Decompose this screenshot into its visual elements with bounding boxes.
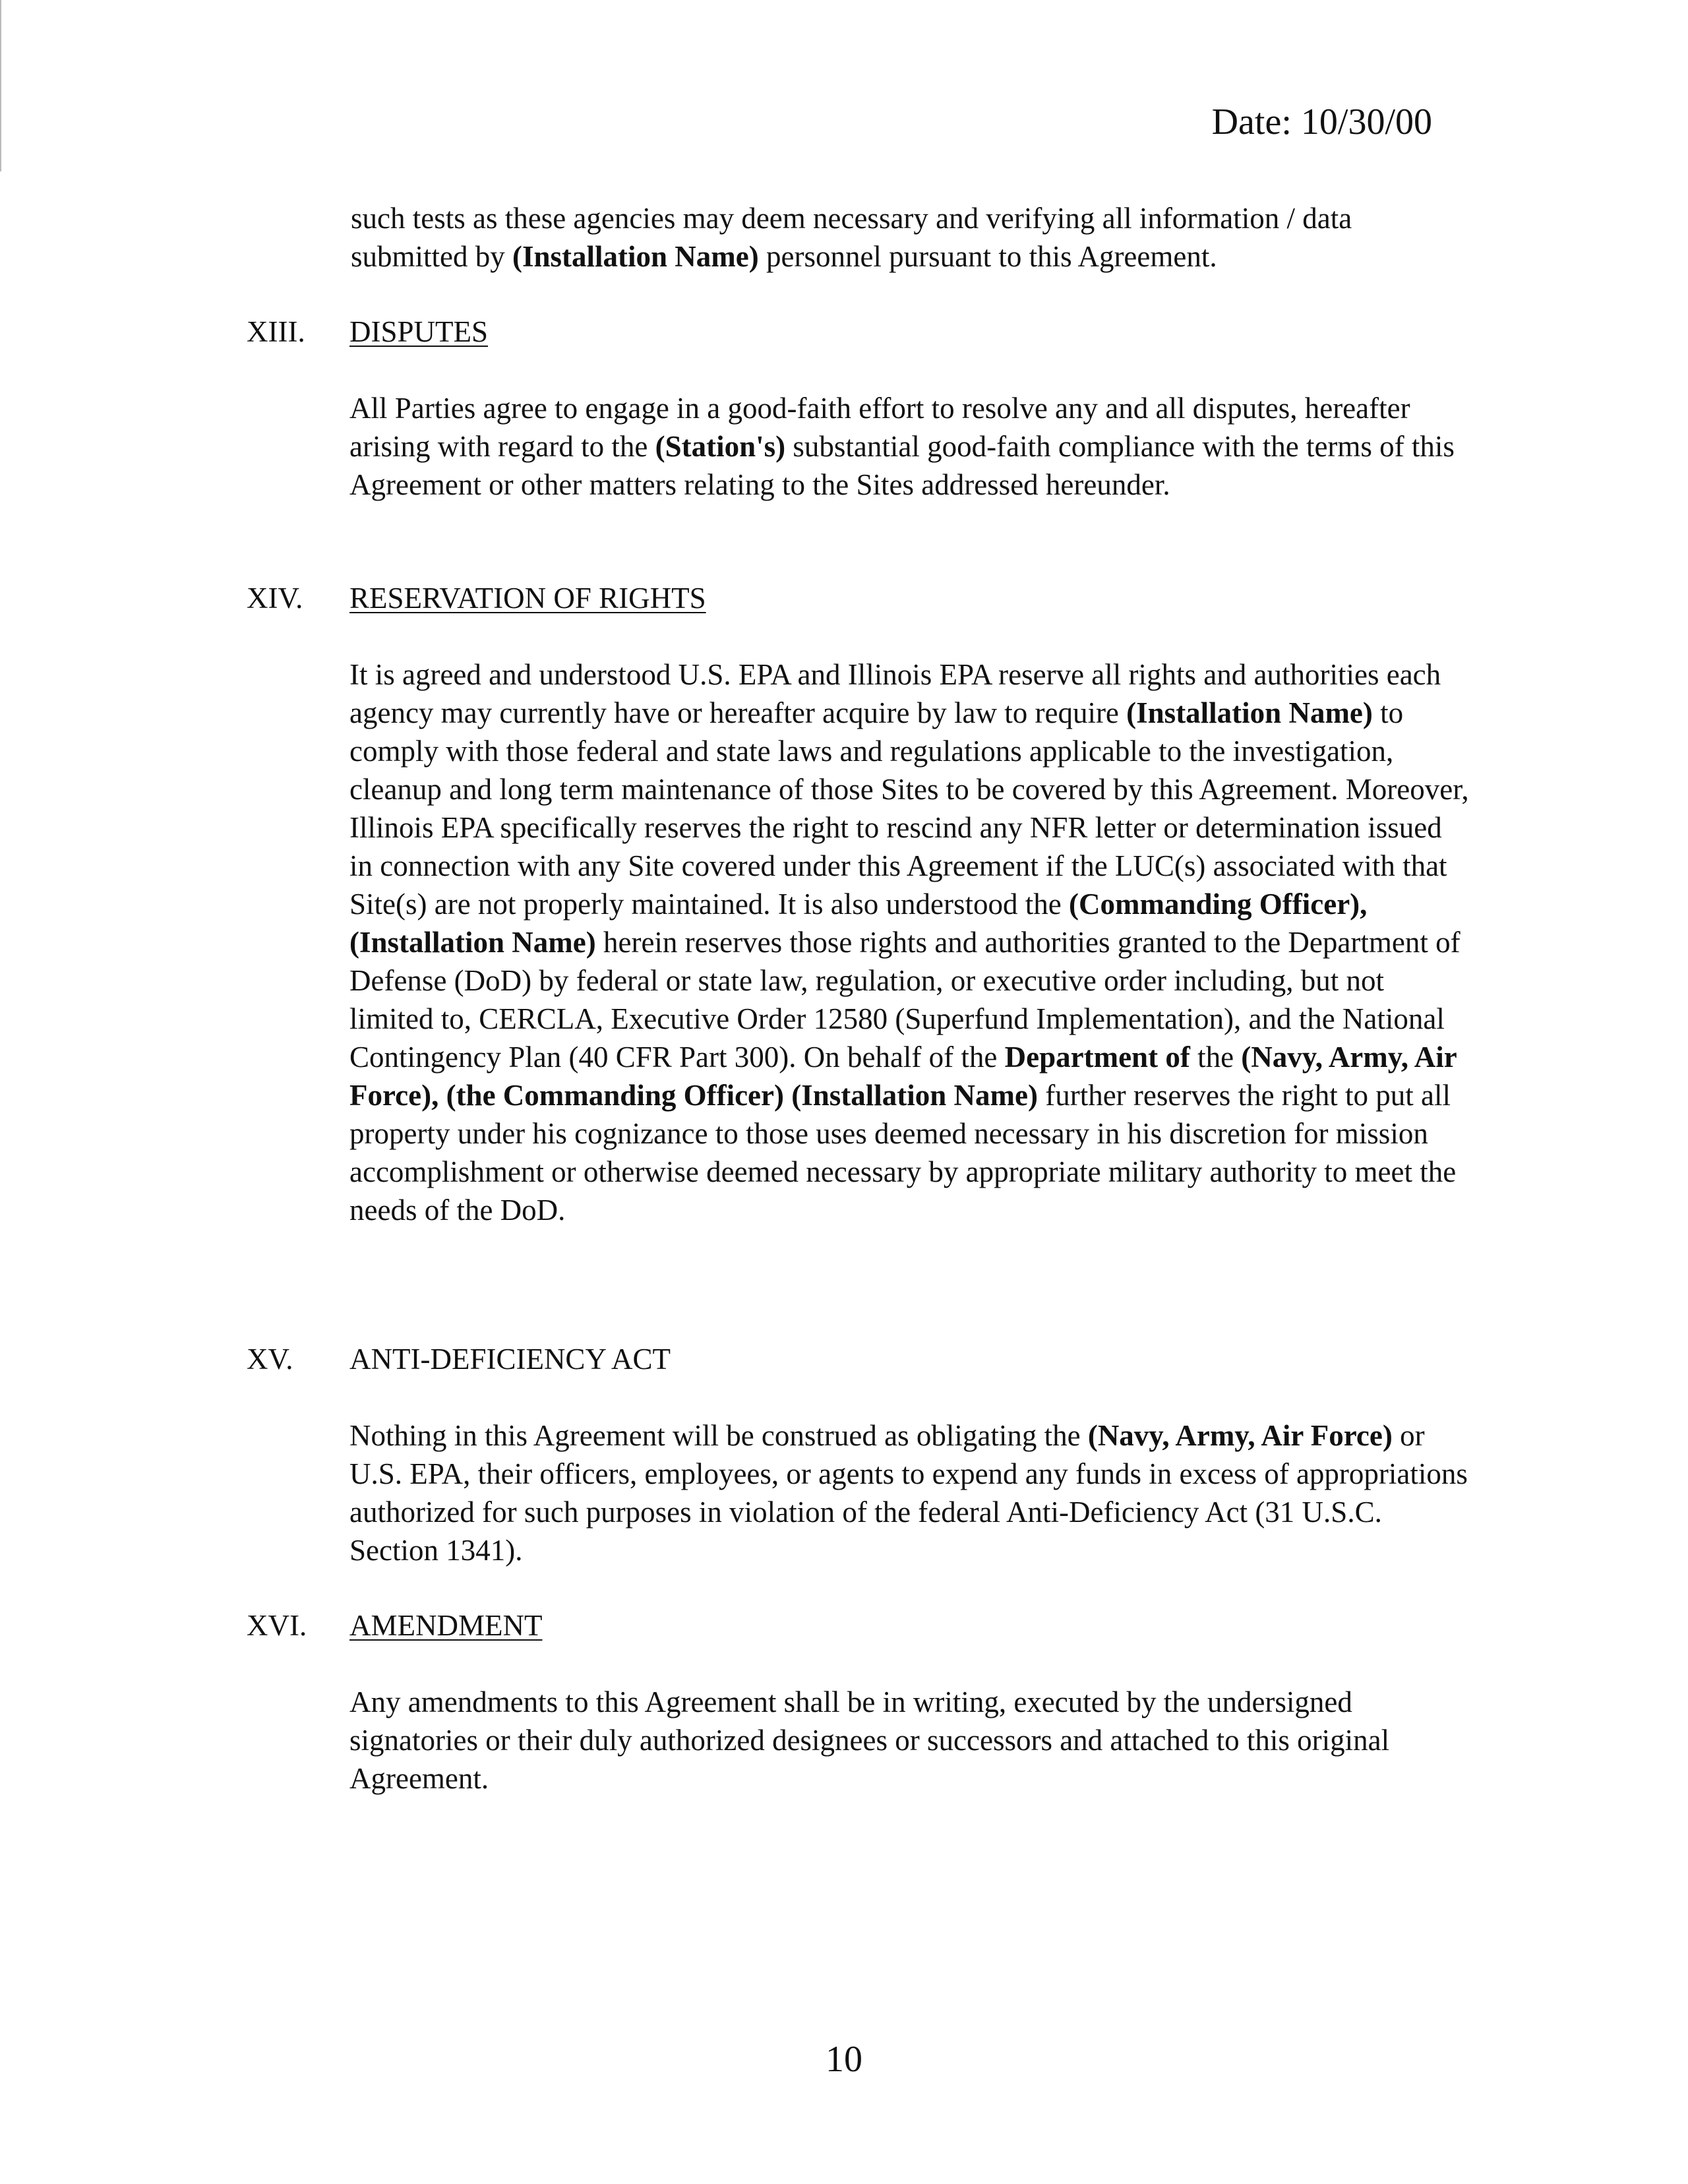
body-text: All Parties agree to engage in a good-faith effort to resolve any and all disputes, hereafter arising with regard to the	[349, 392, 1410, 463]
section-heading-anti-deficiency-act	[247, 1340, 1368, 1378]
intro-bold-installation-name: (Installation Name)	[512, 240, 759, 273]
body-text: substantial good-faith compliance with the terms of this Agreement or other matters relating to the Sites addressed hereunder.	[349, 430, 1455, 501]
section-title: ANTI-DEFICIENCY ACT	[349, 1343, 671, 1376]
section-title: AMENDMENT	[349, 1609, 543, 1642]
section-heading-reservation-of-rights	[247, 579, 1368, 617]
body-bold: (Installation Name)	[1126, 696, 1373, 729]
section-heading-amendment	[247, 1606, 1368, 1645]
section-body-disputes	[349, 389, 1470, 504]
section-body-anti-deficiency-act	[349, 1416, 1470, 1569]
body-text: to comply with those federal and state laws and regulations applicable to the investigation, cleanup and long term maintenance of those Sites to be covered by this Agreement. Moreover, Illinois EPA specifically reserves the right to rescind any NFR letter or determination issued in connection with any Site covered under this Agreement if the LUC(s) associated with that Site(s) are not properly maintained. It is also understood the	[349, 696, 1469, 921]
intro-text: such tests as these agencies may deem necessary and verifying all information / data submitted by	[351, 202, 1352, 273]
body-text: herein reserves those rights and authorities granted to the Department of Defense (DoD) by federal or state law, regulation, or executive order including, but not limited to, CERCLA, Executive Order 12580 (Superfund Implementation), and the National Contingency Plan (40 CFR Part 300). On behalf of the	[349, 926, 1461, 1074]
section-title: DISPUTES	[349, 315, 489, 348]
body-bold: (Navy, Army, Air Force), (the Commanding Officer) (Installation Name)	[349, 1041, 1457, 1112]
body-bold: (Station's)	[655, 430, 786, 463]
body-text: Nothing in this Agreement will be construed as obligating the	[349, 1419, 1088, 1452]
body-bold: (Navy, Army, Air Force)	[1087, 1419, 1393, 1452]
intro-paragraph	[351, 199, 1472, 276]
section-number: XVI.	[247, 1609, 307, 1642]
body-text: further reserves the right to put all property under his cognizance to those uses deemed necessary in his discretion for mission accomplishment or otherwise deemed necessary by appropriate military authority to meet the needs of the DoD.	[349, 1079, 1457, 1227]
body-bold: (Commanding Officer), (Installation Name)	[349, 888, 1368, 959]
body-text: or U.S. EPA, their officers, employees, or agents to expend any funds in excess of appropriations authorized for such purposes in violation of the federal Anti-Deficiency Act (31 U.S.C. Section 1341).	[349, 1419, 1468, 1567]
scan-page-edge	[0, 0, 3, 171]
page-number: 10	[826, 2039, 862, 2080]
section-number: XIII.	[247, 315, 305, 348]
section-body-reservation-of-rights	[349, 655, 1470, 1229]
body-text: the	[1190, 1041, 1242, 1074]
section-heading-disputes	[247, 313, 1368, 351]
body-bold: Department of	[1004, 1041, 1190, 1074]
section-number: XV.	[247, 1343, 293, 1376]
body-text: It is agreed and understood U.S. EPA and Illinois EPA reserve all rights and authorities each agency may currently have or hereafter acquire by law to require	[349, 658, 1441, 729]
body-text: Any amendments to this Agreement shall be in writing, executed by the undersigned signatories or their duly authorized designees or successors and attached to this original Agreement.	[349, 1685, 1390, 1795]
document-date: Date: 10/30/00	[1211, 102, 1432, 142]
section-number: XIV.	[247, 582, 303, 615]
section-title: RESERVATION OF RIGHTS	[349, 582, 706, 615]
section-body-amendment	[349, 1683, 1470, 1798]
intro-text-end: personnel pursuant to this Agreement.	[758, 240, 1217, 273]
